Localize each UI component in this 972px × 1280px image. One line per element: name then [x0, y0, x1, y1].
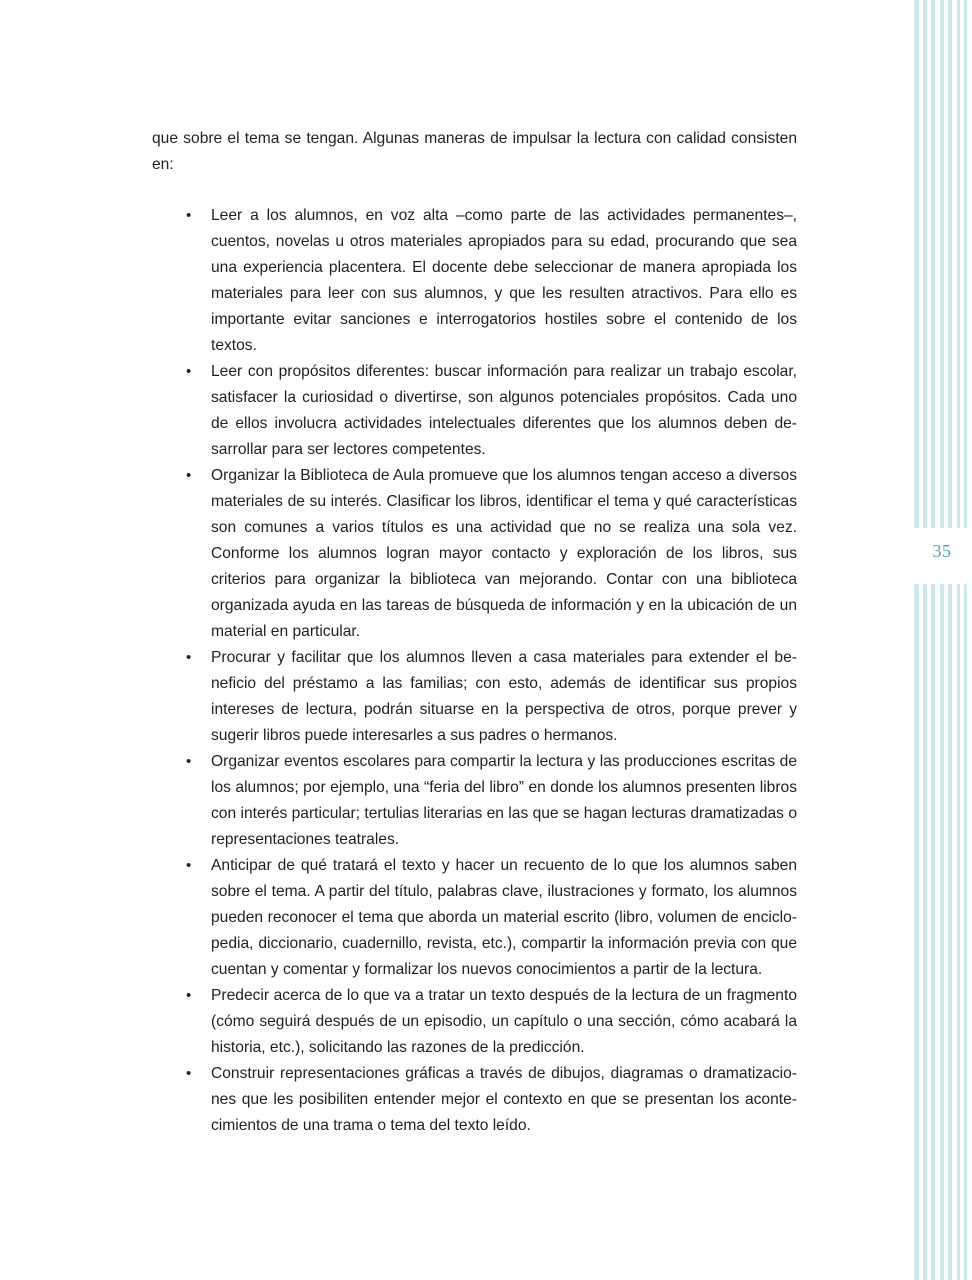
- stripe: [964, 0, 967, 1280]
- list-item: [152, 853, 797, 983]
- bullet-icon: •: [186, 649, 192, 666]
- list-item-text: Procurar y facilitar que los alumnos lleven a casa materiales para extender el beneficio del préstamo a las familias; con esto, además de identificar sus propios intereses de lectura, podrán situarse en la perspectiva de otros, porque prever y sugerir libros puede interesarles a sus padres o hermanos.: [211, 649, 797, 744]
- list-item-text: Predecir acerca de lo que va a tratar un texto después de la lectura de un fragmento (cómo seguirá después de un episodio, un capítulo o una sección, cómo acabará la historia, etc.), solicitando las razones de la predicción.: [211, 987, 797, 1056]
- list-item-text: Construir representaciones gráficas a través de dibujos, diagramas o dramatizaciones que les posibiliten entender mejor el contexto en que se presentan los acontecimientos de una trama o tema del texto leído.: [211, 1065, 797, 1134]
- stripe: [940, 0, 944, 1280]
- stripe: [914, 0, 919, 1280]
- list-item: [152, 359, 797, 463]
- bullet-icon: •: [186, 753, 192, 770]
- list-item: [152, 1061, 797, 1139]
- decorative-stripes: [912, 0, 972, 1280]
- list-item: [152, 645, 797, 749]
- body-text: [152, 126, 797, 1134]
- stripe: [948, 0, 952, 1280]
- bullet-icon: •: [186, 363, 192, 380]
- bullet-icon: •: [186, 1065, 192, 1082]
- stripe: [957, 0, 960, 1280]
- bullet-icon: •: [186, 857, 192, 874]
- list-item: [152, 463, 797, 645]
- list-item-text: Anticipar de qué tratará el texto y hacer un recuento de lo que los alumnos saben sobre el tema. A partir del título, palabras clave, ilustraciones y formato, los alumnos pueden reconocer el tema que aborda un material escrito (libro, volumen de enciclopedia, diccionario, cuadernillo, revista, etc.), compartir la información previa con que cuentan y comentar y formalizar los nuevos conocimientos a partir de la lectura.: [211, 857, 797, 978]
- list-item: [152, 203, 797, 359]
- intro-paragraph: que sobre el tema se tengan. Algunas maneras de impulsar la lectura con calidad consisten en:: [152, 130, 797, 173]
- bullet-list: [152, 203, 797, 1139]
- bullet-icon: •: [186, 467, 192, 484]
- list-item-text: Leer con propósitos diferentes: buscar información para realizar un trabajo escolar, satisfacer la curiosidad o divertirse, son algunos potenciales propósitos. Cada uno de ellos involucra actividades intelectuales diferentes que los alumnos deben desarrollar para ser lectores competentes.: [211, 363, 797, 458]
- bullet-icon: •: [186, 987, 192, 1004]
- list-item-text: Organizar eventos escolares para compartir la lectura y las producciones escritas de los alumnos; por ejemplo, una “feria del libro” en donde los alumnos presenten libros con interés particular; tertulias literarias en las que se hagan lecturas dramatizadas o representaciones teatrales.: [211, 753, 797, 848]
- page-number: 35: [932, 541, 952, 561]
- list-item: [152, 983, 797, 1061]
- stripe: [931, 0, 935, 1280]
- list-item-text: Organizar la Biblioteca de Aula promueve que los alumnos tengan acceso a diversos materiales de su interés. Clasificar los libros, identificar el tema y qué características son comunes a varios títulos es una actividad que no se realiza una sola vez. Conforme los alumnos logran mayor contacto y exploración de los libros, sus criterios para organizar la biblioteca van mejorando. Contar con una biblioteca organizada ayuda en las tareas de búsqueda de información y en la ubicación de un material en particular.: [211, 467, 797, 640]
- bullet-icon: •: [186, 207, 192, 224]
- stripe: [923, 0, 927, 1280]
- list-item: [152, 749, 797, 853]
- list-item-text: Leer a los alumnos, en voz alta –como parte de las actividades permanentes–, cuentos, novelas u otros materiales apropiados para su edad, procurando que sea una experiencia placentera. El docente debe seleccionar de manera apropiada los materiales para leer con sus alumnos, y que les resulten atractivos. Para ello es importante evitar sanciones e interrogatorios hostiles sobre el contenido de los textos.: [211, 207, 797, 354]
